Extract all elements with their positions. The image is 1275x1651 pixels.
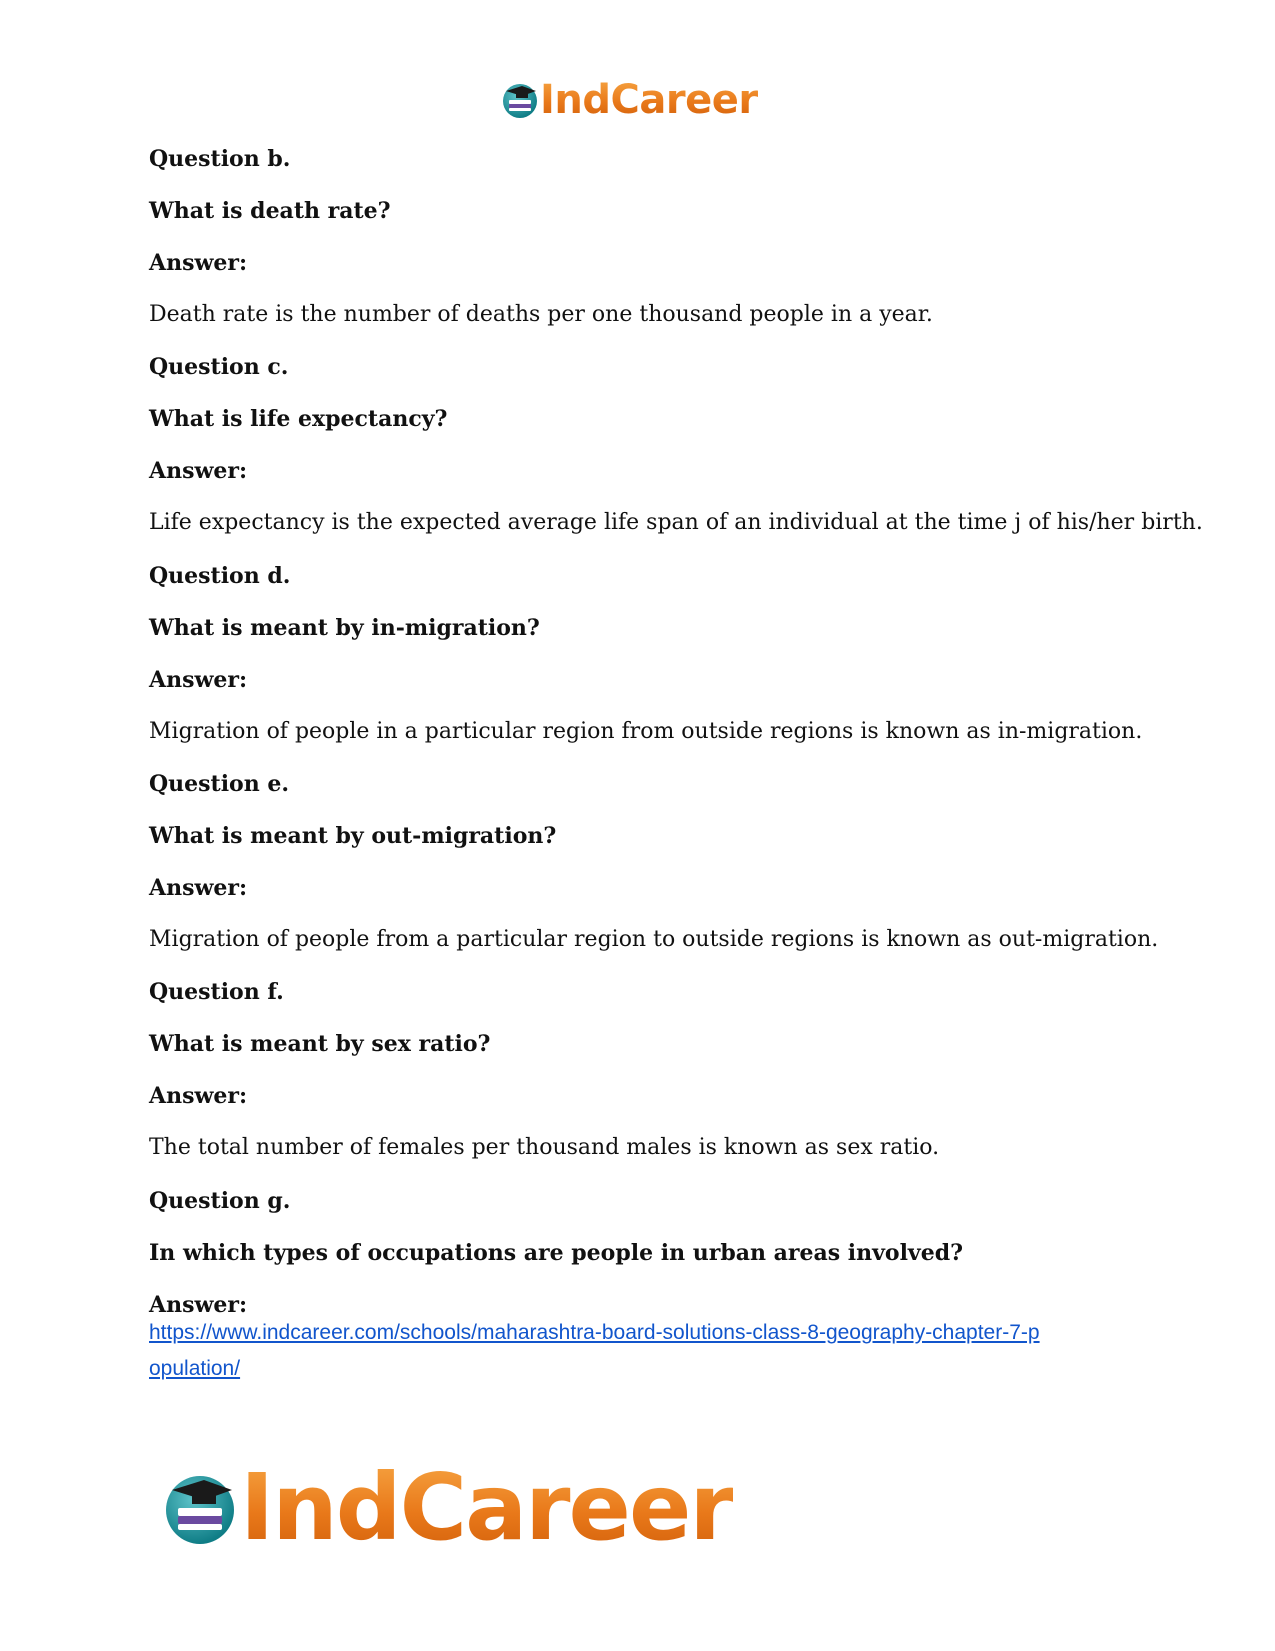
source-link-line-1[interactable]: https://www.indcareer.com/schools/maharashtra-board-solutions-class-8-geography-chapter-7-p [149,1321,1040,1344]
answer-label: Answer: [149,458,248,484]
question-label: Question e. [149,771,290,797]
source-link-line-2[interactable]: opulation/ [149,1357,241,1380]
source-link[interactable] [149,1315,1129,1387]
question-text: What is death rate? [149,198,391,224]
graduation-cap-book-icon [500,80,540,120]
question-label: Question d. [149,563,291,589]
answer-text: The total number of females per thousand males is known as sex ratio. [149,1135,940,1160]
question-text: What is meant by out-migration? [149,823,557,849]
answer-label: Answer: [149,1292,248,1318]
question-text: What is meant by sex ratio? [149,1031,491,1057]
footer-logo [160,1454,733,1561]
question-label: Question b. [149,146,291,172]
header-logo [500,77,758,123]
answer-label: Answer: [149,875,248,901]
answer-text: Death rate is the number of deaths per one thousand people in a year. [149,302,933,327]
logo-text: IndCareer [540,77,758,123]
question-text: What is meant by in-migration? [149,615,540,641]
logo-text: IndCareer [240,1454,733,1561]
answer-text: Migration of people in a particular region from outside regions is known as in-migration. [149,719,1143,744]
answer-text: Life expectancy is the expected average life span of an individual at the time j of his/her birth. [149,510,1203,535]
question-text: What is life expectancy? [149,406,448,432]
question-text: In which types of occupations are people in urban areas involved? [149,1240,963,1266]
answer-label: Answer: [149,667,248,693]
answer-label: Answer: [149,1083,248,1109]
question-label: Question f. [149,979,284,1005]
answer-label: Answer: [149,250,248,276]
question-label: Question g. [149,1188,291,1214]
answer-text: Migration of people from a particular region to outside regions is known as out-migration. [149,927,1159,952]
graduation-cap-book-icon [160,1468,240,1548]
question-label: Question c. [149,354,289,380]
